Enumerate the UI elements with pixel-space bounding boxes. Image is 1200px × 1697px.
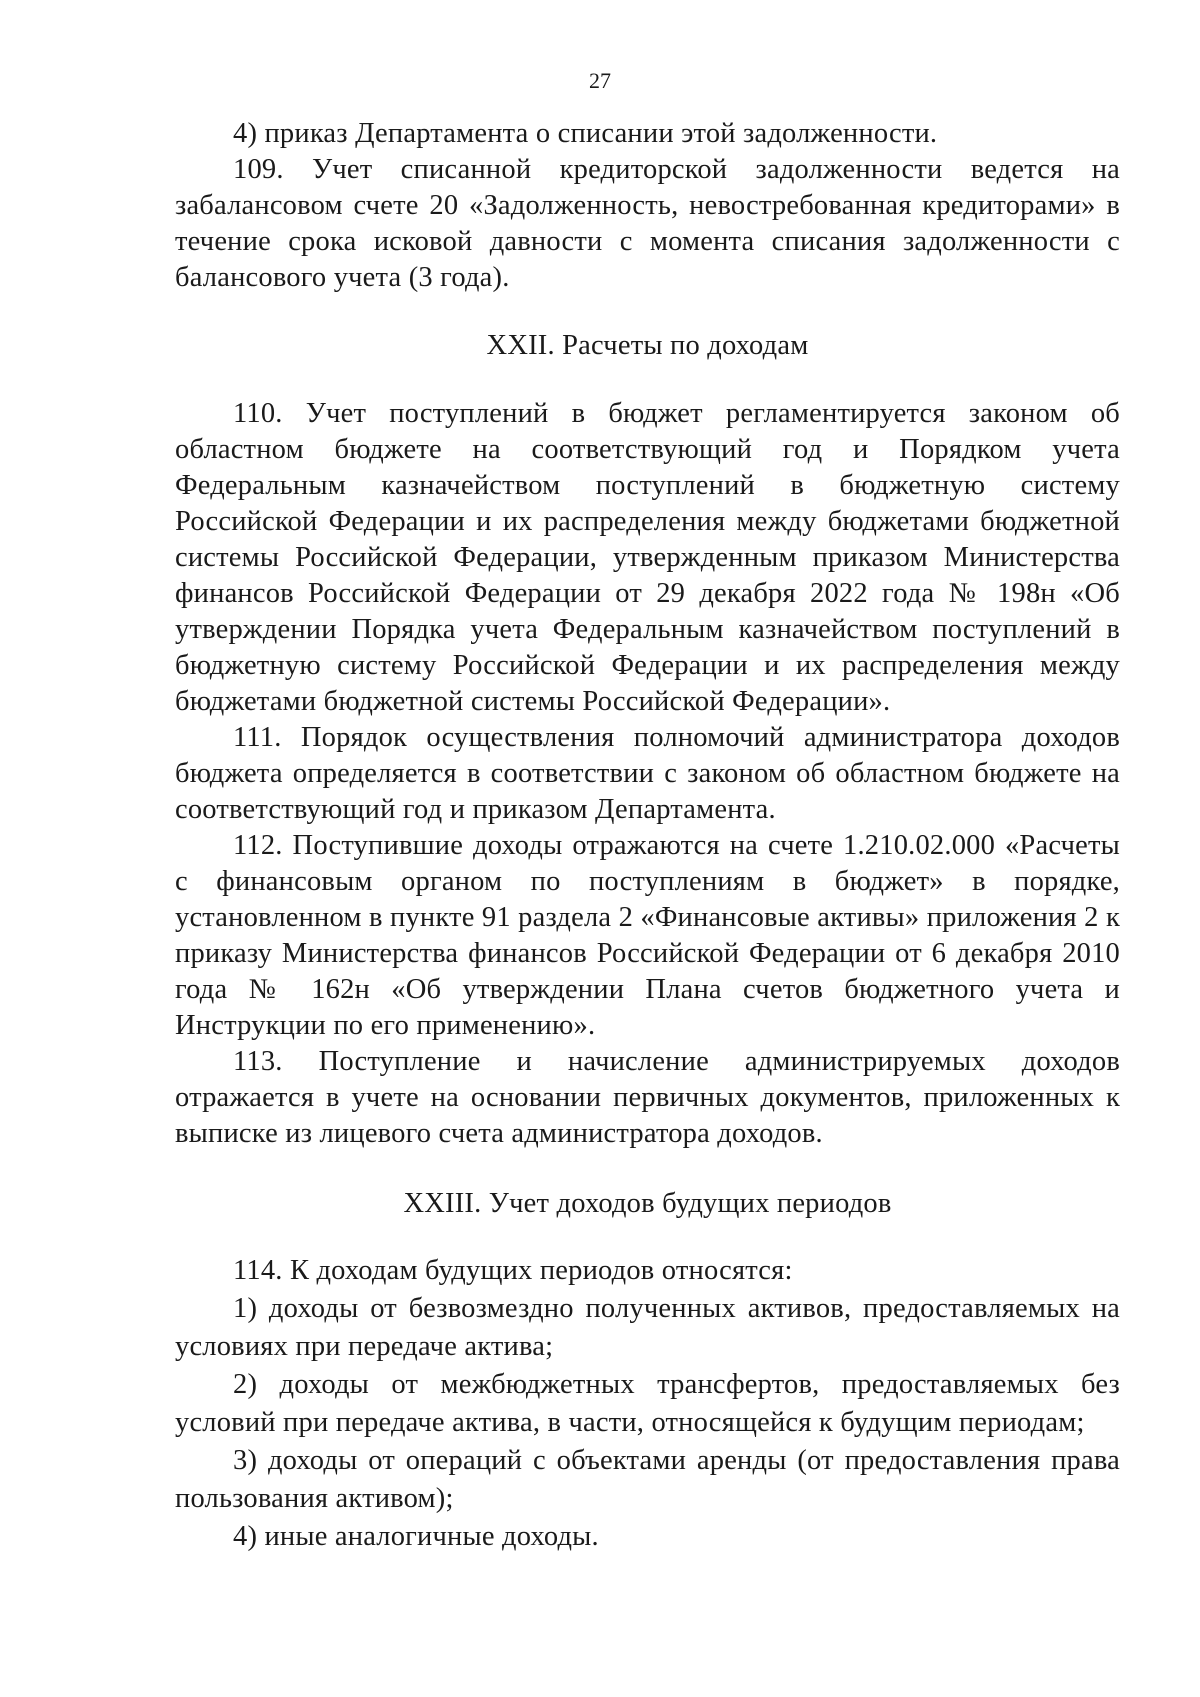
paragraph-112: 112. Поступившие доходы отражаются на счете 1.210.02.000 «Расчеты с финансовым органом по поступлениям в бюджет» в порядке, установленном в пункте 91 раздела 2 «Финансовые активы» приложения 2 к приказу Министерства финансов Российской Федерации от 6 декабря 2010 года № 162н «Об утверждении Плана счетов бюджетного учета и Инструкции по его применению». — [175, 830, 1120, 1041]
paragraph-108-item-4: 4) приказ Департамента о списании этой задолженности. — [233, 118, 938, 149]
paragraph-114-item-3: 3) доходы от операций с объектами аренды (от предоставления права пользования активом); — [175, 1445, 1120, 1514]
paragraph-113: 113. Поступление и начисление администрируемых доходов отражается в учете на основании первичных документов, приложенных к выписке из лицевого счета администратора доходов. — [175, 1046, 1120, 1149]
paragraph-111: 111. Порядок осуществления полномочий администратора доходов бюджета определяется в соответствии с законом об областном бюджете на соответствующий год и приказом Департамента. — [175, 722, 1120, 825]
section-heading-xxii: XXII. Расчеты по доходам — [486, 330, 809, 361]
paragraph-110: 110. Учет поступлений в бюджет регламентируется законом об областном бюджете на соответствующий год и Порядком учета Федеральным казначейством поступлений в бюджетную систему Российской Федерации и их распределения между бюджетами бюджетной системы Российской Федерации, утвержденным приказом Министерства финансов Российской Федерации от 29 декабря 2022 года № 198н «Об утверждении Порядка учета Федеральным казначейством поступлений в бюджетную систему Российской Федерации и их распределения между бюджетами бюджетной системы Российской Федерации». — [175, 398, 1120, 717]
page-number: 27 — [589, 68, 611, 93]
section-heading-xxiii: XXIII. Учет доходов будущих периодов — [403, 1188, 892, 1219]
paragraph-109: 109. Учет списанной кредиторской задолженности ведется на забалансовом счете 20 «Задолженность, невостребованная кредиторами» в течение срока исковой давности с момента списания задолженности с балансового учета (3 года). — [175, 154, 1120, 293]
paragraph-114-item-4: 4) иные аналогичные доходы. — [233, 1521, 599, 1552]
paragraph-114: 114. К доходам будущих периодов относятся: — [233, 1255, 793, 1286]
paragraph-114-item-1: 1) доходы от безвозмездно полученных активов, предоставляемых на условиях при передаче актива; — [175, 1293, 1120, 1362]
document-body — [175, 116, 1120, 1556]
paragraph-114-item-2: 2) доходы от межбюджетных трансфертов, предоставляемых без условий при передаче актива, в части, относящейся к будущим периодам; — [175, 1369, 1120, 1438]
